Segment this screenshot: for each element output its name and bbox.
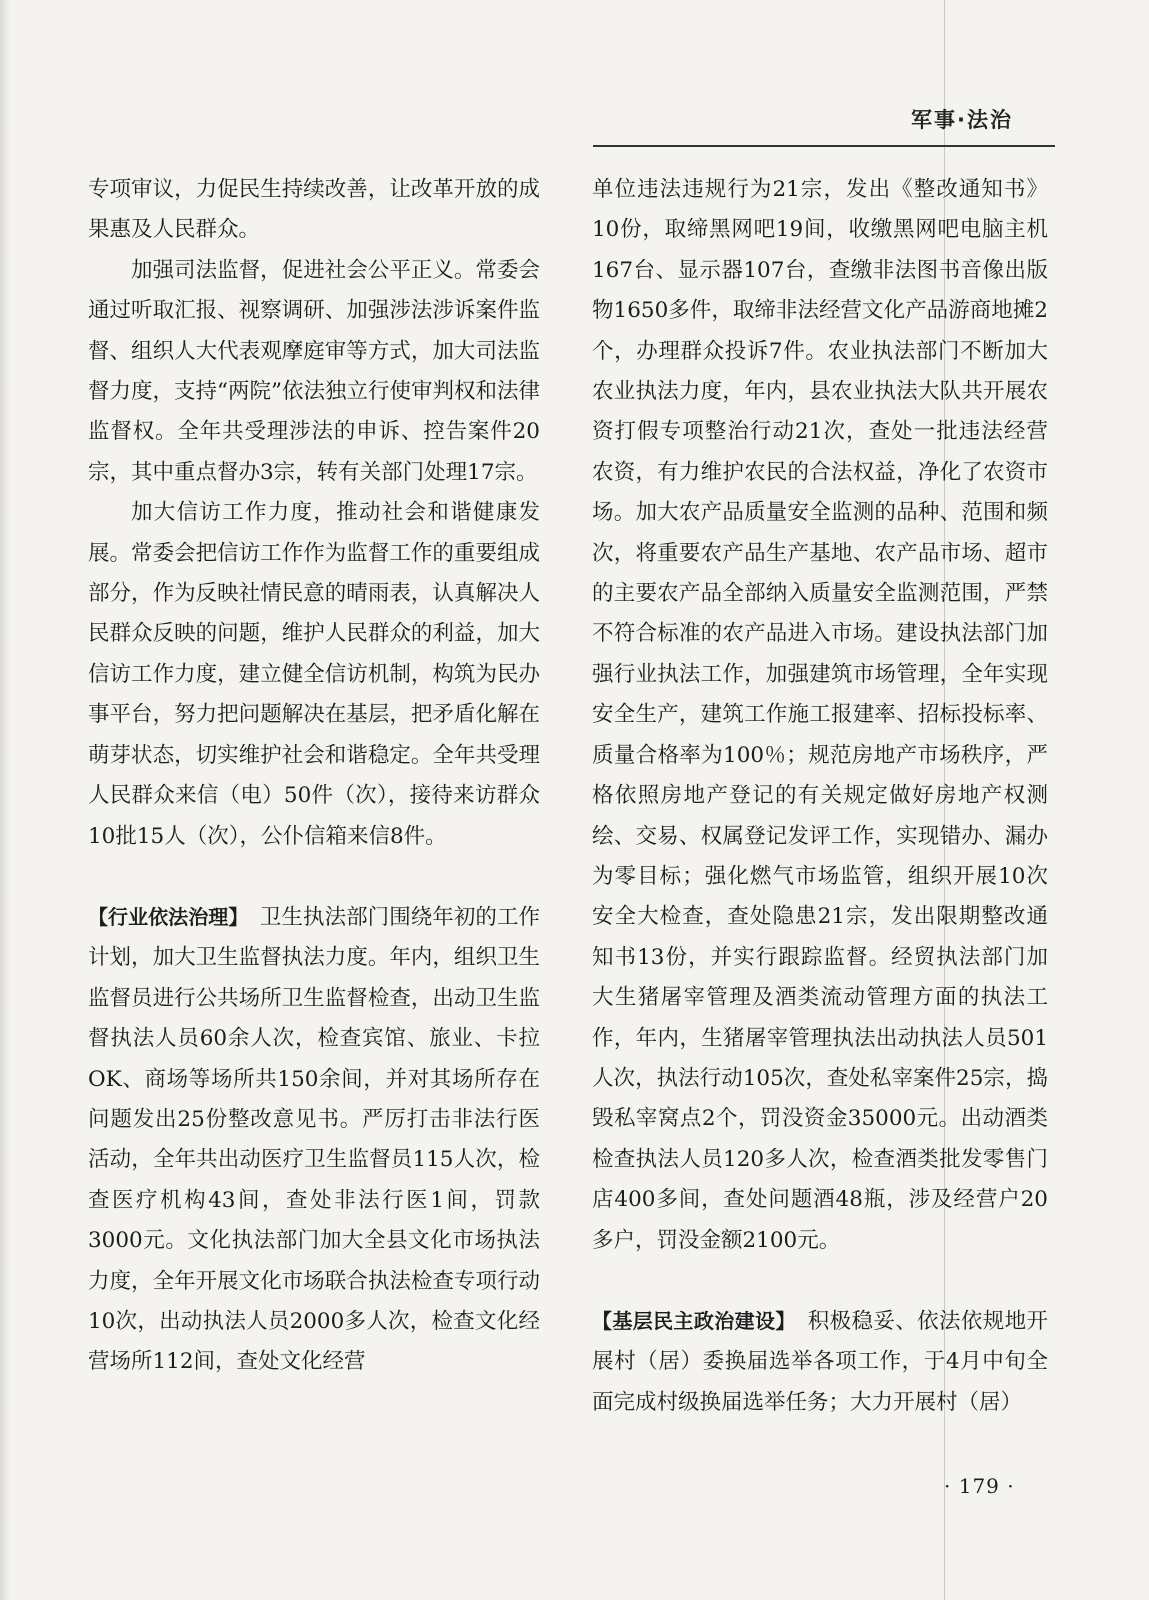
section-heading: 【基层民主政治建设】 — [592, 1308, 786, 1333]
paragraph: 加大信访工作力度，推动社会和谐健康发展。常委会把信访工作作为监督工作的重要组成部分，作为反映社情民意的晴雨表，认真解决人民群众反映的问题，维护人民群众的利益，加大信访工作力度，建立健全信访机制，构筑为民办事平台，努力把问题解决在基层，把矛盾化解在萌芽状态，切实维护社会和谐稳定。全年共受理人民群众来信（电）50件（次），接待来访群众10批15人（次），公仆信箱来信8件。 — [88, 500, 540, 849]
section-body-text: 卫生执法部门围绕年初的工作计划，加大卫生监督执法力度。年内，组织卫生监督员进行公共场所卫生监督检查，出动卫生监督执法人员60余人次，检查宾馆、旅业、卡拉OK、商场等场所共150余间，并对其场所存在问题发出25份整改意见书。严厉打击非法行医活动，全年共出动医疗卫生监督员115人次，检查医疗机构43间，查处非法行医1间，罚款3000元。文化执法部门加大全县文化市场执法力度，全年开展文化市场联合执法检查专项行动10次，出动执法人员2000多人次，检查文化经营场所112间，查处文化经营 — [88, 904, 540, 1375]
section-header-title: 军事·法治 — [911, 108, 1013, 132]
page-number: · 179 · — [944, 1474, 1015, 1498]
paragraph: 加强司法监督，促进社会公平正义。常委会通过听取汇报、视察调研、加强涉法涉诉案件监督、组织人大代表观摩庭审等方式，加大司法监督力度，支持“两院”依法独立行使审判权和法律监督权。全年共受理涉法的申诉、控告案件20宗，其中重点督办3宗，转有关部门处理17宗。 — [88, 257, 540, 485]
section-heading: 【行业依法治理】 — [88, 904, 239, 929]
paragraph — [592, 1301, 1048, 1423]
scan-edge — [0, 0, 10, 1600]
paragraph — [88, 897, 540, 1383]
right-text-column — [592, 170, 1048, 1423]
paragraph: 专项审议，力促民生持续改善，让改革开放的成果惠及人民群众。 — [88, 177, 540, 243]
section-gap — [88, 857, 540, 897]
section-gap — [592, 1261, 1048, 1301]
section-body-text: 积极稳妥、依法依规地开展村（居）委换届选举各项工作，于4月中旬全面完成村级换届选举任务；大力开展村（居） — [592, 1308, 1048, 1415]
left-text-column — [88, 170, 540, 1383]
header-rule — [593, 145, 1055, 147]
paragraph: 单位违法违规行为21宗，发出《整改通知书》10份，取缔黑网吧19间，收缴黑网吧电脑主机167台、显示器107台，查缴非法图书音像出版物1650多件，取缔非法经营文化产品游商地摊2个，办理群众投诉7件。农业执法部门不断加大农业执法力度，年内，县农业执法大队共开展农资打假专项整治行动21次，查处一批违法经营农资，有力维护农民的合法权益，净化了农资市场。加大农产品质量安全监测的品种、范围和频次，将重要农产品生产基地、农产品市场、超市的主要农产品全部纳入质量安全监测范围，严禁不符合标准的农产品进入市场。建设执法部门加强行业执法工作，加强建筑市场管理，全年实现安全生产，建筑工作施工报建率、招标投标率、质量合格率为100％；规范房地产市场秩序，严格依照房地产登记的有关规定做好房地产权测绘、交易、权属登记发评工作，实现错办、漏办为零目标；强化燃气市场监管，组织开展10次安全大检查，查处隐患21宗，发出限期整改通知书13份，并实行跟踪监督。经贸执法部门加大生猪屠宰管理及酒类流动管理方面的执法工作，年内，生猪屠宰管理执法出动执法人员501人次，执法行动105次，查处私宰案件25宗，捣毁私宰窝点2个，罚没资金35000元。出动酒类检查执法人员120多人次，检查酒类批发零售门店400多间，查处问题酒48瓶，涉及经营户20多户，罚没金额2100元。 — [592, 177, 1048, 1253]
